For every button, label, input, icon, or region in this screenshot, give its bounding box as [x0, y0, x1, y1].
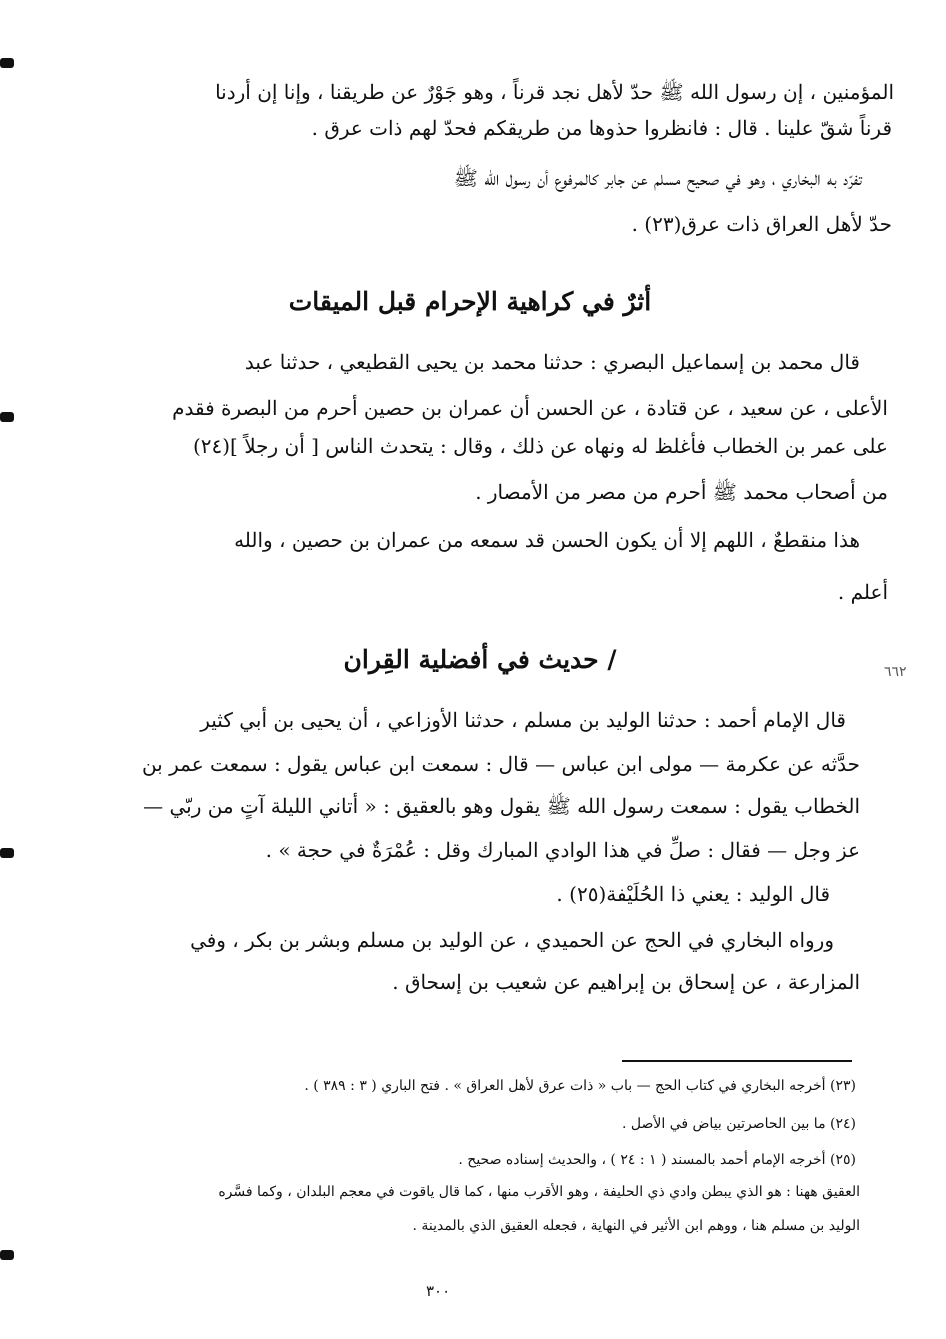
section-title: / حديث في أفضلية القِران	[343, 645, 617, 674]
text-line: تفرّد به البخاري ، وهو في صحيح مسلم عن جابر كالمرفوع أن رسول الله ﷺ	[453, 166, 862, 190]
footnote-separator	[622, 1060, 852, 1062]
text-line: ورواه البخاري في الحج عن الحميدي ، عن الوليد بن مسلم وبشر بن بكر ، وفي	[190, 928, 834, 952]
scan-artifact-mark	[0, 412, 14, 422]
text-line: هذا منقطعٌ ، اللهم إلا أن يكون الحسن قد سمعه من عمران بن حصين ، والله	[234, 528, 860, 552]
footnote: (٢٣) أخرجه البخاري في كتاب الحج — باب « ذات عرق لأهل العراق » . فتح الباري ( ٣ : ٣٨٩ ) .	[304, 1078, 856, 1094]
text-line: قال الإمام أحمد : حدثنا الوليد بن مسلم ، حدثنا الأوزاعي ، أن يحيى بن أبي كثير	[200, 708, 846, 732]
text-line: أعلم .	[837, 580, 888, 604]
text-line: حدّ لأهل العراق ذات عرق(٢٣) .	[631, 212, 892, 236]
text-line: المزارعة ، عن إسحاق بن إبراهيم عن شعيب بن إسحاق .	[392, 970, 860, 994]
page-number: ٣٠٠	[426, 1282, 451, 1300]
scan-artifact-mark	[0, 58, 14, 68]
footnote: (٢٥) أخرجه الإمام أحمد بالمسند ( ١ : ٢٤ ) ، والحديث إسناده صحيح .	[458, 1152, 856, 1168]
section-title: أثرٌ في كراهية الإحرام قبل الميقات	[288, 287, 652, 316]
footnote: العقيق ههنا : هو الذي يبطن وادي ذي الحليفة ، وهو الأقرب منها ، كما قال ياقوت في معجم البلدان ، وكما فسَّره	[218, 1184, 860, 1200]
text-line: قال الوليد : يعني ذا الحُلَيْفة(٢٥) .	[556, 882, 830, 906]
text-line: قرناً شقّ علينا . قال : فانظروا حذوها من طريقكم فحدّ لهم ذات عرق .	[311, 116, 892, 140]
text-line: المؤمنين ، إن رسول الله ﷺ حدّ لأهل نجد قرناً ، وهو جَوْرٌ عن طريقنا ، وإنا إن أردنا	[215, 80, 894, 104]
margin-page-reference: ٦٦٢	[884, 664, 907, 680]
text-line: الخطاب يقول : سمعت رسول الله ﷺ يقول وهو بالعقيق : « أتاني الليلة آتٍ من ربّي —	[143, 794, 860, 818]
scan-artifact-mark	[0, 1250, 14, 1260]
text-line: الأعلى ، عن سعيد ، عن قتادة ، عن الحسن أن عمران بن حصين أحرم من البصرة فقدم	[172, 396, 888, 420]
footnote: (٢٤) ما بين الحاصرتين بياض في الأصل .	[621, 1116, 856, 1132]
scan-artifact-mark	[0, 848, 14, 858]
text-line: على عمر بن الخطاب فأغلظ له ونهاه عن ذلك ، وقال : يتحدث الناس [ أن رجلاً ](٢٤)	[192, 434, 888, 458]
footnote: الوليد بن مسلم هنا ، ووهم ابن الأثير في النهاية ، فجعله العقيق الذي بالمدينة .	[412, 1218, 860, 1234]
text-line: من أصحاب محمد ﷺ أحرم من مصر من الأمصار .	[475, 480, 888, 504]
text-line: حدَّثه عن عكرمة — مولى ابن عباس — قال : سمعت ابن عباس يقول : سمعت عمر بن	[141, 752, 860, 776]
text-line: قال محمد بن إسماعيل البصري : حدثنا محمد بن يحيى القطيعي ، حدثنا عبد	[244, 350, 860, 374]
text-line: عز وجل — فقال : صلِّ في هذا الوادي المبارك وقل : عُمْرَةٌ في حجة » .	[265, 838, 860, 862]
